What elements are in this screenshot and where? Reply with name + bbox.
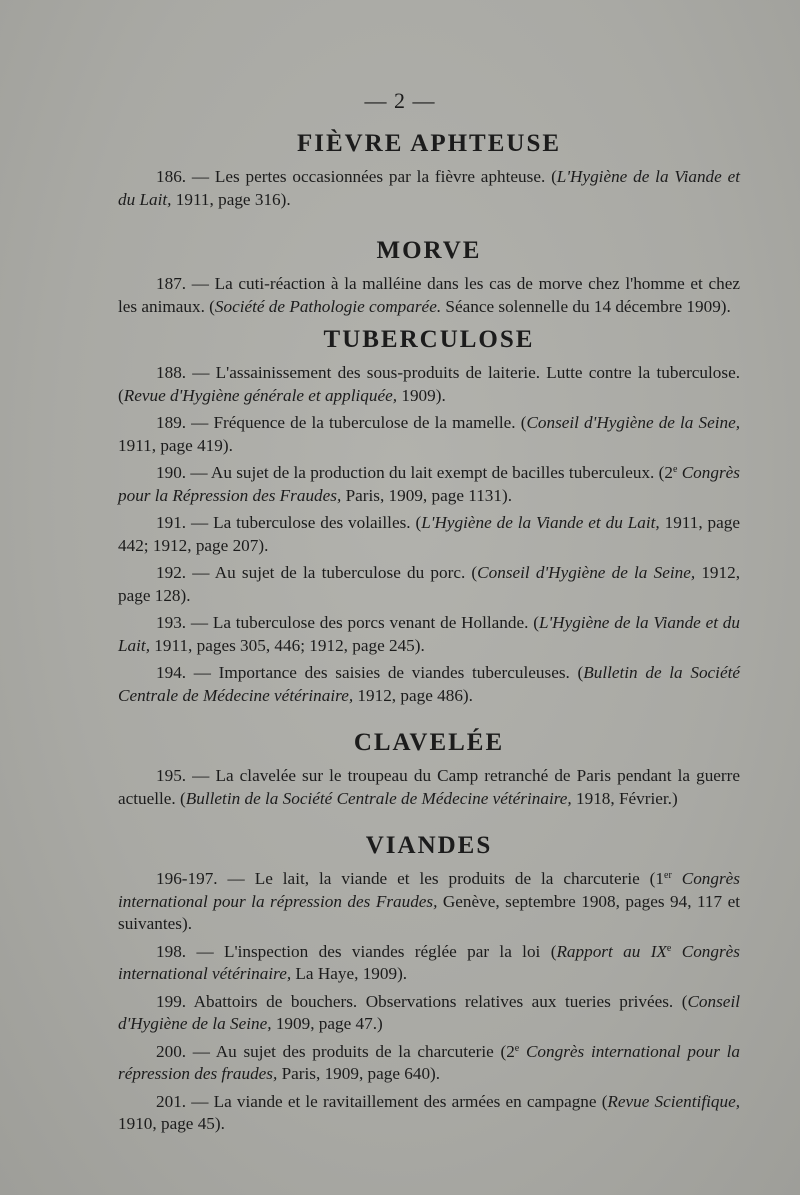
heading-fievre-aphteuse: FIÈVRE APHTEUSE: [296, 130, 562, 157]
entry-186: 186. — Les pertes occasionnées par la fièvre aphteuse. (L'Hygiène de la Viande et du Lait, 1911, page 316).: [118, 167, 740, 209]
entry-196-197: 196-197. — Le lait, la viande et les produits de la charcuterie (1er Congrès international pour la répression des Fraudes, Genève, septembre 1908, pages 94, 117 et suivantes).: [118, 869, 740, 933]
content: [118, 128, 740, 1141]
entry-191: 191. — La tuberculose des volailles. (L'Hygiène de la Viande et du Lait, 1911, page 442; 1912, page 207).: [118, 513, 740, 555]
entry-198: 198. — L'inspection des viandes réglée par la loi (Rapport au IXe Congrès international vétérinaire, La Haye, 1909).: [118, 941, 740, 983]
entry-187: 187. — La cuti-réaction à la malléine dans les cas de morve chez l'homme et chez les animaux. (Société de Pathologie comparée. Séance solennelle du 14 décembre 1909).: [118, 274, 740, 316]
entry-190: 190. — Au sujet de la production du lait exempt de bacilles tuberculeux. (2e Congrès pour la Répression des Fraudes, Paris, 1909, page 1131).: [118, 463, 740, 505]
entry-195: 195. — La clavelée sur le troupeau du Camp retranché de Paris pendant la guerre actuelle. (Bulletin de la Société Centrale de Médecine vétérinaire, 1918, Février.): [118, 766, 740, 808]
entry-201: 201. — La viande et le ravitaillement des armées en campagne (Revue Scientifique, 1910, page 45).: [118, 1091, 740, 1133]
entry-199: 199. Abattoirs de bouchers. Observations relatives aux tueries privées. (Conseil d'Hygiène de la Seine, 1909, page 47.): [118, 991, 740, 1033]
entry-188: 188. — L'assainissement des sous-produits de laiterie. Lutte contre la tuberculose. (Revue d'Hygiène générale et appliquée, 1909).: [118, 363, 740, 405]
entry-193: 193. — La tuberculose des porcs venant de Hollande. (L'Hygiène de la Viande et du Lait, 1911, pages 305, 446; 1912, page 245).: [118, 613, 740, 655]
heading-tuberculose: TUBERCULOSE: [323, 326, 535, 353]
page-number: — 2 —: [364, 88, 436, 113]
entry-189: 189. — Fréquence de la tuberculose de la mamelle. (Conseil d'Hygiène de la Seine, 1911, page 419).: [118, 413, 740, 455]
heading-clavelee: CLAVELÉE: [353, 729, 505, 756]
heading-viandes: VIANDES: [365, 832, 493, 859]
entry-200: 200. — Au sujet des produits de la charcuterie (2e Congrès international pour la répression des fraudes, Paris, 1909, page 640).: [118, 1041, 740, 1083]
entry-192: 192. — Au sujet de la tuberculose du porc. (Conseil d'Hygiène de la Seine, 1912, page 128).: [118, 563, 740, 605]
entry-194: 194. — Importance des saisies de viandes tuberculeuses. (Bulletin de la Société Centrale de Médecine vétérinaire, 1912, page 486).: [118, 663, 740, 705]
heading-morve: MORVE: [376, 237, 482, 264]
